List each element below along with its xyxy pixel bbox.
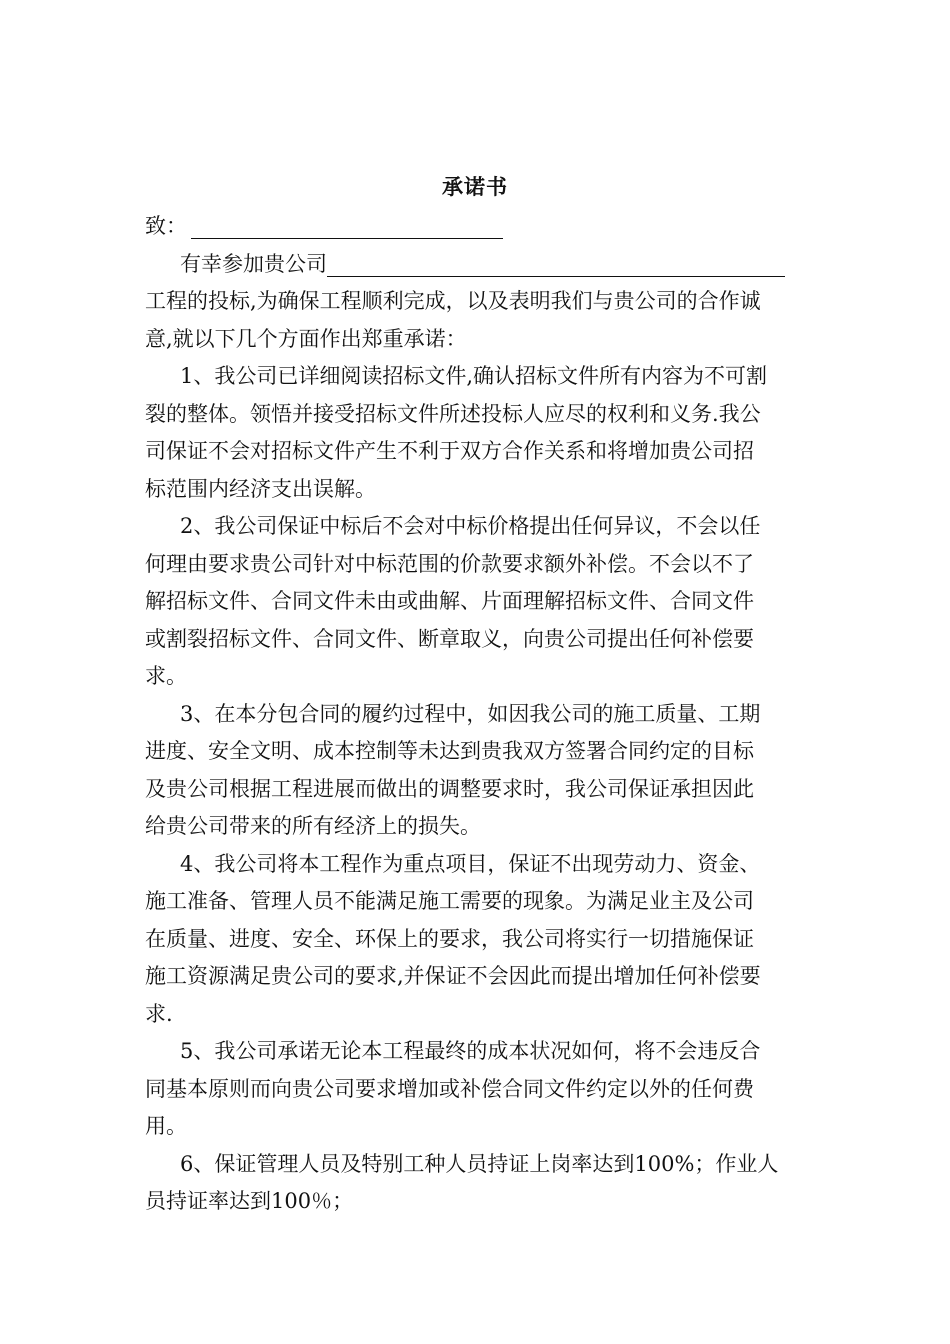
paragraph-line: 给贵公司带来的所有经济上的损失。 (145, 814, 481, 838)
commitment-item-2 (145, 508, 805, 696)
paragraph-line: 及贵公司根据工程进展而做出的调整要求时，我公司保证承担因此 (145, 776, 754, 801)
paragraph-line: 4、我公司将本工程作为重点项目，保证不出现劳动力、资金、 (180, 851, 761, 876)
recipient-blank (191, 214, 503, 239)
intro-paragraph (145, 283, 805, 358)
intro-prefix: 有幸参加贵公司 (180, 251, 327, 276)
paragraph-line: 求。 (145, 664, 187, 688)
paragraph-line: 施工准备、管理人员不能满足施工需要的现象。为满足业主及公司 (145, 889, 754, 913)
paragraph-line: 工程的投标,为确保工程顺利完成，以及表明我们与贵公司的合作诚 (145, 289, 761, 313)
document-title: 承诺书 (442, 174, 508, 199)
paragraph-line: 员持证率达到100％； (145, 1189, 354, 1213)
paragraph-line: 1、我公司已详细阅读招标文件,确认招标文件所有内容为不可割 (180, 364, 768, 388)
paragraph-line: 裂的整体。领悟并接受招标文件所述投标人应尽的权利和义务.我公 (145, 401, 761, 426)
commitment-letter (145, 170, 805, 1221)
paragraph-line: 3、在本分包合同的履约过程中，如因我公司的施工质量、工期 (180, 701, 761, 726)
project-name-blank (327, 252, 785, 277)
commitment-item-5 (145, 1033, 805, 1146)
paragraph-line: 施工资源满足贵公司的要求,并保证不会因此而提出增加任何补偿要 (145, 964, 761, 988)
commitment-item-4 (145, 846, 805, 1034)
paragraph-line: 何理由要求贵公司针对中标范围的价款要求额外补偿。不会以不了 (145, 551, 754, 576)
paragraph-line: 6、保证管理人员及特别工种人员持证上岗率达到100%；作业人 (180, 1151, 779, 1176)
paragraph-line: 在质量、进度、安全、环保上的要求，我公司将实行一切措施保证 (145, 926, 754, 951)
commitment-item-1 (145, 358, 805, 508)
paragraph-line: 5、我公司承诺无论本工程最终的成本状况如何，将不会违反合 (180, 1039, 761, 1063)
paragraph-line: 意,就以下几个方面作出郑重承诺： (145, 326, 467, 351)
paragraph-line: 用。 (145, 1114, 187, 1138)
paragraph-line: 标范围内经济支出误解。 (145, 476, 376, 501)
paragraph-line: 同基本原则而向贵公司要求增加或补偿合同文件约定以外的任何费 (145, 1076, 754, 1101)
paragraph-line: 司保证不会对招标文件产生不利于双方合作关系和将增加贵公司招 (145, 439, 754, 463)
recipient-line (145, 208, 805, 246)
intro-line (145, 246, 805, 284)
paragraph-line: 解招标文件、合同文件未由或曲解、片面理解招标文件、合同文件 (145, 589, 754, 613)
commitment-item-6 (145, 1146, 805, 1221)
paragraph-line: 求. (145, 1001, 173, 1026)
paragraph-line: 或割裂招标文件、合同文件、断章取义，向贵公司提出任何补偿要 (145, 626, 754, 651)
paragraph-line: 进度、安全文明、成本控制等未达到贵我双方签署合同约定的目标 (145, 739, 754, 763)
recipient-label: 致： (145, 214, 187, 238)
paragraph-line: 2、我公司保证中标后不会对中标价格提出任何异议，不会以任 (180, 514, 761, 538)
commitment-item-3 (145, 696, 805, 846)
